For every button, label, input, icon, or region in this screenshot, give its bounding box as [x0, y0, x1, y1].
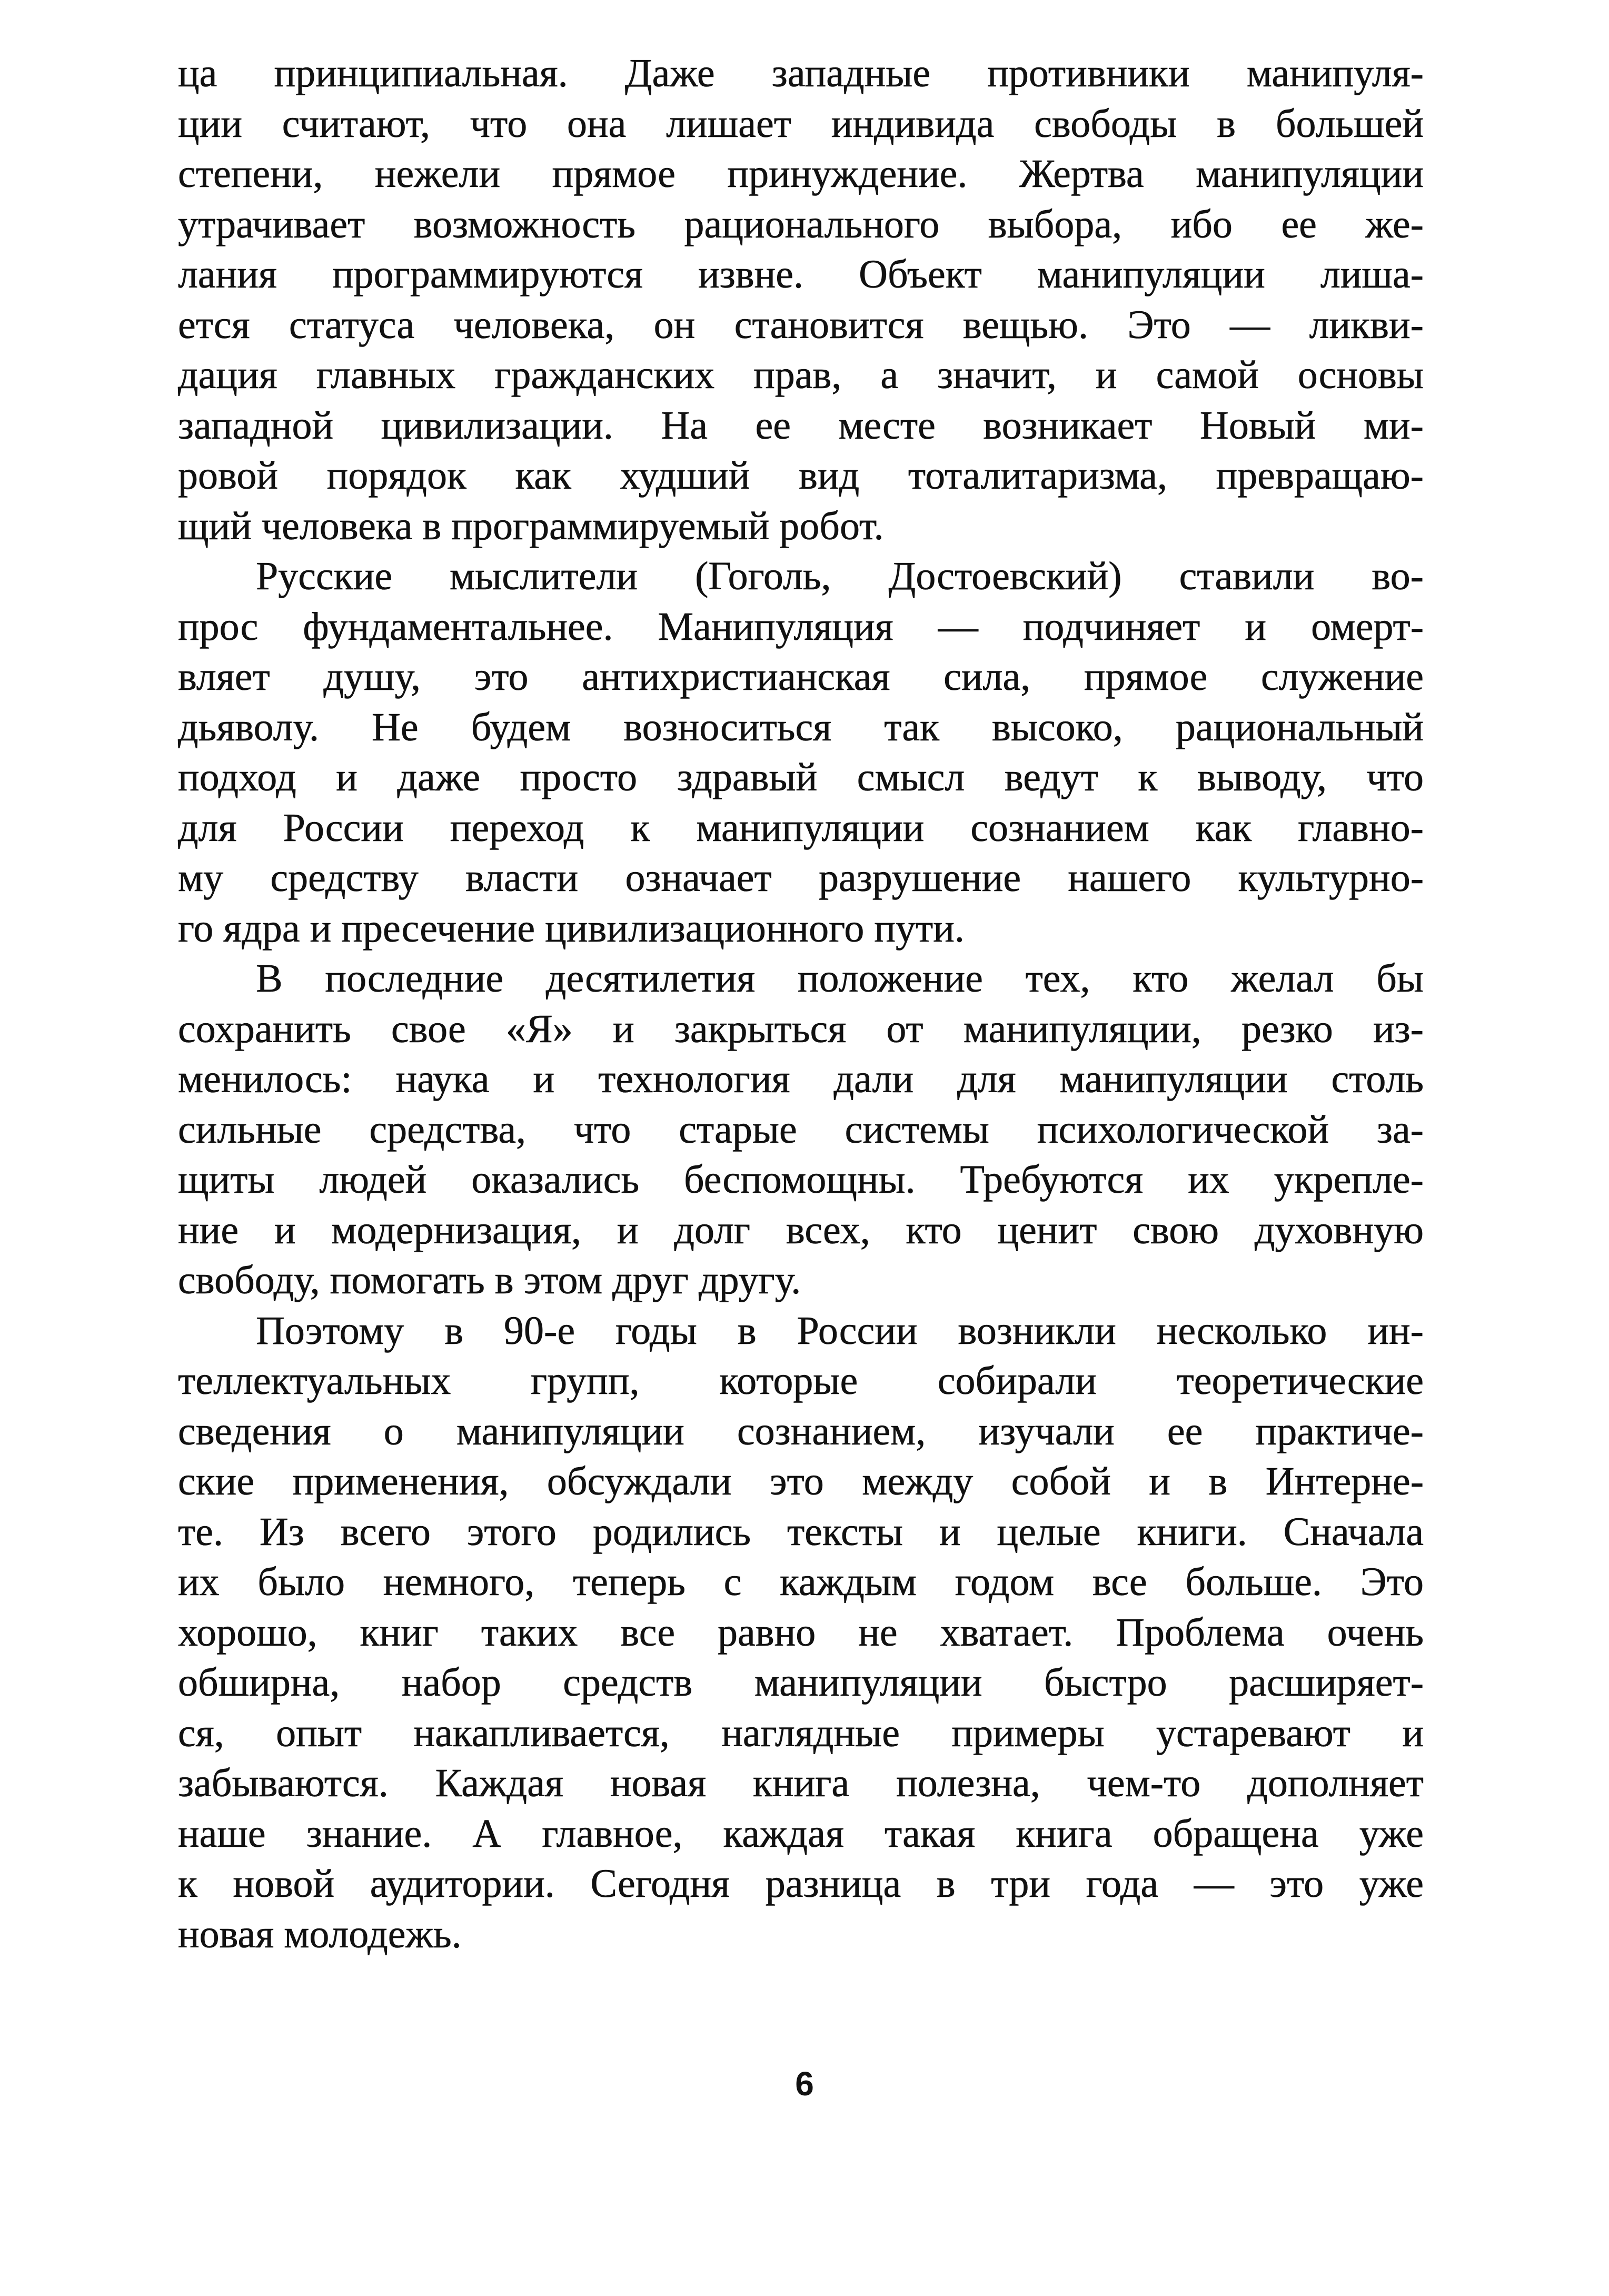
text-line: го ядра и пресечение цивилизационного пути.: [178, 906, 965, 951]
text-line: сильные средства, что старые системы психологической за-: [178, 1107, 1424, 1152]
text-line: утрачивает возможность рационального выбора, ибо ее же-: [178, 202, 1424, 246]
text-line: дьяволу. Не будем возноситься так высоко, рациональный: [178, 705, 1424, 749]
text-line: свободу, помогать в этом друг другу.: [178, 1258, 801, 1302]
text-line: западной цивилизации. На ее месте возникает Новый ми-: [178, 403, 1424, 448]
text-line: менилось: наука и технология дали для манипуляции столь: [178, 1057, 1424, 1101]
text-line: ся, опыт накапливается, наглядные примеры устаревают и: [178, 1710, 1424, 1755]
text-line: дация главных гражданских прав, а значит, и самой основы: [178, 353, 1424, 397]
text-line: ции считают, что она лишает индивида свободы в большей: [178, 101, 1424, 146]
text-line: сохранить свое «Я» и закрыться от манипуляции, резко из-: [178, 1006, 1424, 1051]
text-line: теллектуальных групп, которые собирали теоретические: [178, 1359, 1424, 1403]
text-line: новая молодежь.: [178, 1912, 462, 1956]
text-line: ние и модернизация, и долг всех, кто ценит свою духовную: [178, 1208, 1424, 1252]
text-line: подход и даже просто здравый смысл ведут к выводу, что: [178, 755, 1424, 799]
text-line: их было немного, теперь с каждым годом все больше. Это: [178, 1560, 1424, 1604]
paragraph-first-line: В последние десятилетия положение тех, кто желал бы: [256, 956, 1424, 1001]
paragraph-first-line: Русские мыслители (Гоголь, Достоевский) ставили во-: [256, 554, 1424, 598]
text-line: к новой аудитории. Сегодня разница в три года — это уже: [178, 1862, 1424, 1906]
text-line: те. Из всего этого родились тексты и целые книги. Сначала: [178, 1509, 1424, 1554]
text-line: му средству власти означает разрушение нашего культурно-: [178, 856, 1424, 900]
text-line: щий человека в программируемый робот.: [178, 503, 884, 548]
text-line: сведения о манипуляции сознанием, изучали ее практиче-: [178, 1409, 1424, 1453]
paragraph-first-line: Поэтому в 90-е годы в России возникли несколько ин-: [256, 1308, 1424, 1353]
text-line: лания программируются извне. Объект манипуляции лиша-: [178, 252, 1424, 296]
text-line: забываются. Каждая новая книга полезна, чем-то дополняет: [178, 1761, 1424, 1805]
text-line: вляет душу, это антихристианская сила, прямое служение: [178, 655, 1424, 699]
text-line: хорошо, книг таких все равно не хватает. Проблема очень: [178, 1610, 1424, 1655]
text-line: ровой порядок как худший вид тоталитаризма, превращаю-: [178, 453, 1424, 498]
text-line: для России переход к манипуляции сознанием как главно-: [178, 805, 1424, 850]
text-line: щиты людей оказались беспомощны. Требуются их укрепле-: [178, 1157, 1424, 1202]
text-line: степени, нежели прямое принуждение. Жертва манипуляции: [178, 152, 1424, 196]
page-number: 6: [795, 2065, 814, 2103]
text-line: ские применения, обсуждали это между собой и в Интерне-: [178, 1459, 1424, 1503]
text-line: ется статуса человека, он становится вещью. Это — ликви-: [178, 302, 1424, 347]
text-line: ца принципиальная. Даже западные противники манипуля-: [178, 51, 1424, 95]
body-text: [178, 48, 1424, 1959]
text-line: обширна, набор средств манипуляции быстро расширяет-: [178, 1660, 1424, 1705]
text-line: прос фундаментальнее. Манипуляция — подчиняет и омерт-: [178, 604, 1424, 649]
text-line: наше знание. А главное, каждая такая книга обращена уже: [178, 1811, 1424, 1856]
